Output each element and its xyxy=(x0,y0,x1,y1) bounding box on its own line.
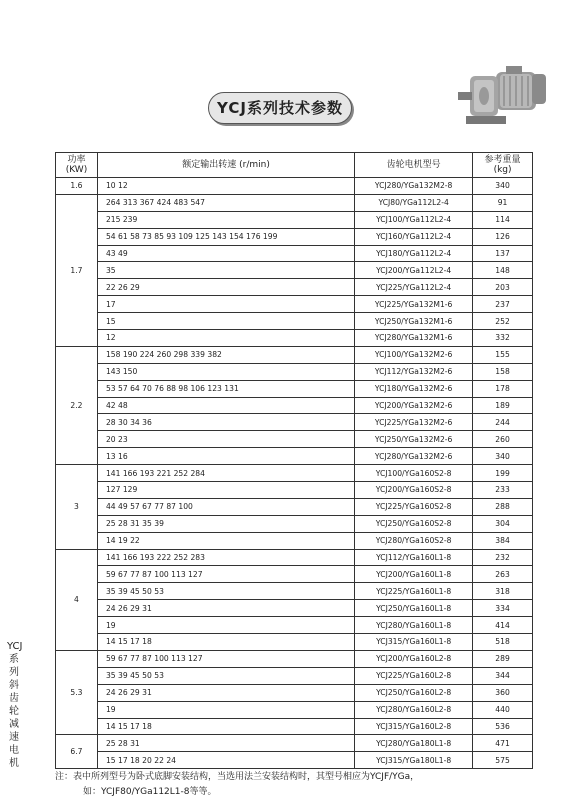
weight-cell: 189 xyxy=(473,397,533,414)
motor-model-cell: YCJ280/YGa160L2-8 xyxy=(355,701,473,718)
power-cell: 4 xyxy=(56,549,98,650)
speed-cell: 43 49 xyxy=(97,245,354,262)
motor-model-cell: YCJ280/YGa132M2-6 xyxy=(355,448,473,465)
speed-cell: 14 15 17 18 xyxy=(97,718,354,735)
motor-model-cell: YCJ280/YGa160S2-8 xyxy=(355,532,473,549)
motor-model-cell: YCJ80/YGa112L2-4 xyxy=(355,194,473,211)
motor-model-cell: YCJ280/YGa132M2-8 xyxy=(355,178,473,195)
weight-cell: 244 xyxy=(473,414,533,431)
weight-cell: 199 xyxy=(473,465,533,482)
table-row xyxy=(56,752,533,769)
speed-cell: 127 129 xyxy=(97,482,354,499)
motor-model-cell: YCJ225/YGa160L2-8 xyxy=(355,667,473,684)
motor-model-cell: YCJ100/YGa160S2-8 xyxy=(355,465,473,482)
header-speed: 额定输出转速 (r/min) xyxy=(97,153,354,178)
speed-cell: 24 26 29 31 xyxy=(97,600,354,617)
weight-cell: 203 xyxy=(473,279,533,296)
table-row xyxy=(56,498,533,515)
technical-parameters-table xyxy=(55,152,533,769)
motor-model-cell: YCJ250/YGa160L1-8 xyxy=(355,600,473,617)
speed-cell: 12 xyxy=(97,330,354,347)
speed-cell: 28 30 34 36 xyxy=(97,414,354,431)
side-label-char: 斜 xyxy=(9,680,19,691)
weight-cell: 137 xyxy=(473,245,533,262)
table-row xyxy=(56,330,533,347)
gear-motor-photo xyxy=(452,62,550,134)
table-row xyxy=(56,194,533,211)
speed-cell: 17 xyxy=(97,296,354,313)
table-header-row xyxy=(56,153,533,178)
side-label-code: YCJ xyxy=(7,641,23,652)
weight-cell: 126 xyxy=(473,228,533,245)
motor-model-cell: YCJ315/YGa160L2-8 xyxy=(355,718,473,735)
header-motor: 齿轮电机型号 xyxy=(355,153,473,178)
table-row xyxy=(56,431,533,448)
power-cell: 1.7 xyxy=(56,194,98,346)
side-label-char: 系 xyxy=(9,654,19,665)
motor-model-cell: YCJ250/YGa160S2-8 xyxy=(355,515,473,532)
speed-cell: 264 313 367 424 483 547 xyxy=(97,194,354,211)
side-label-char: 列 xyxy=(9,667,19,678)
motor-model-cell: YCJ280/YGa132M1-6 xyxy=(355,330,473,347)
weight-cell: 384 xyxy=(473,532,533,549)
table-row xyxy=(56,701,533,718)
power-cell: 3 xyxy=(56,465,98,549)
motor-model-cell: YCJ112/YGa132M2-6 xyxy=(355,363,473,380)
header-weight xyxy=(473,153,533,178)
weight-cell: 536 xyxy=(473,718,533,735)
weight-cell: 414 xyxy=(473,617,533,634)
weight-cell: 360 xyxy=(473,684,533,701)
motor-model-cell: YCJ200/YGa160L1-8 xyxy=(355,566,473,583)
side-label-char: 电 xyxy=(9,745,19,756)
weight-cell: 471 xyxy=(473,735,533,752)
speed-cell: 59 67 77 87 100 113 127 xyxy=(97,650,354,667)
speed-cell: 10 12 xyxy=(97,178,354,195)
speed-cell: 42 48 xyxy=(97,397,354,414)
table-row xyxy=(56,634,533,651)
header-power xyxy=(56,153,98,178)
table-row xyxy=(56,262,533,279)
table-row xyxy=(56,211,533,228)
table-row xyxy=(56,313,533,330)
side-label-char: 减 xyxy=(9,719,19,730)
motor-model-cell: YCJ200/YGa132M2-6 xyxy=(355,397,473,414)
table-row xyxy=(56,346,533,363)
speed-cell: 44 49 57 67 77 87 100 xyxy=(97,498,354,515)
weight-cell: 263 xyxy=(473,566,533,583)
motor-model-cell: YCJ225/YGa160L1-8 xyxy=(355,583,473,600)
speed-cell: 215 239 xyxy=(97,211,354,228)
speed-cell: 25 28 31 xyxy=(97,735,354,752)
motor-model-cell: YCJ100/YGa112L2-4 xyxy=(355,211,473,228)
motor-model-cell: YCJ250/YGa132M1-6 xyxy=(355,313,473,330)
table-row xyxy=(56,684,533,701)
speed-cell: 54 61 58 73 85 93 109 125 143 154 176 199 xyxy=(97,228,354,245)
table-row xyxy=(56,515,533,532)
table-row xyxy=(56,363,533,380)
table-row xyxy=(56,532,533,549)
weight-cell: 340 xyxy=(473,448,533,465)
table-body xyxy=(56,178,533,769)
power-cell: 2.2 xyxy=(56,346,98,464)
table-row xyxy=(56,600,533,617)
table-row xyxy=(56,414,533,431)
motor-model-cell: YCJ180/YGa112L2-4 xyxy=(355,245,473,262)
speed-cell: 19 xyxy=(97,701,354,718)
speed-cell: 13 16 xyxy=(97,448,354,465)
weight-cell: 334 xyxy=(473,600,533,617)
table-row xyxy=(56,380,533,397)
table-row xyxy=(56,245,533,262)
speed-cell: 35 39 45 50 53 xyxy=(97,667,354,684)
weight-cell: 178 xyxy=(473,380,533,397)
weight-cell: 288 xyxy=(473,498,533,515)
speed-cell: 35 xyxy=(97,262,354,279)
motor-model-cell: YCJ225/YGa112L2-4 xyxy=(355,279,473,296)
weight-cell: 518 xyxy=(473,634,533,651)
weight-cell: 148 xyxy=(473,262,533,279)
table-row xyxy=(56,735,533,752)
speed-cell: 53 57 64 70 76 88 98 106 123 131 xyxy=(97,380,354,397)
motor-model-cell: YCJ225/YGa132M1-6 xyxy=(355,296,473,313)
speed-cell: 22 26 29 xyxy=(97,279,354,296)
power-cell: 1.6 xyxy=(56,178,98,195)
speed-cell: 20 23 xyxy=(97,431,354,448)
weight-cell: 158 xyxy=(473,363,533,380)
table-row xyxy=(56,583,533,600)
weight-cell: 318 xyxy=(473,583,533,600)
motor-model-cell: YCJ280/YGa180L1-8 xyxy=(355,735,473,752)
motor-model-cell: YCJ315/YGa180L1-8 xyxy=(355,752,473,769)
motor-model-cell: YCJ280/YGa160L1-8 xyxy=(355,617,473,634)
speed-cell: 14 19 22 xyxy=(97,532,354,549)
power-cell: 5.3 xyxy=(56,650,98,734)
side-label-char: 速 xyxy=(9,732,19,743)
motor-model-cell: YCJ200/YGa112L2-4 xyxy=(355,262,473,279)
weight-cell: 252 xyxy=(473,313,533,330)
weight-cell: 233 xyxy=(473,482,533,499)
motor-model-cell: YCJ180/YGa132M2-6 xyxy=(355,380,473,397)
weight-cell: 440 xyxy=(473,701,533,718)
table-row xyxy=(56,228,533,245)
side-label-char: 轮 xyxy=(9,706,19,717)
header-weight-label: 参考重量 xyxy=(484,155,521,165)
speed-cell: 15 xyxy=(97,313,354,330)
table-row xyxy=(56,667,533,684)
table-row xyxy=(56,448,533,465)
speed-cell: 19 xyxy=(97,617,354,634)
motor-model-cell: YCJ100/YGa132M2-6 xyxy=(355,346,473,363)
table-row xyxy=(56,178,533,195)
footnote xyxy=(55,770,555,800)
power-cell: 6.7 xyxy=(56,735,98,769)
motor-model-cell: YCJ315/YGa160L1-8 xyxy=(355,634,473,651)
side-label-char: 机 xyxy=(9,758,19,769)
weight-cell: 332 xyxy=(473,330,533,347)
speed-cell: 59 67 77 87 100 113 127 xyxy=(97,566,354,583)
motor-model-cell: YCJ250/YGa132M2-6 xyxy=(355,431,473,448)
speed-cell: 141 166 193 222 252 283 xyxy=(97,549,354,566)
weight-cell: 155 xyxy=(473,346,533,363)
weight-cell: 114 xyxy=(473,211,533,228)
speed-cell: 35 39 45 50 53 xyxy=(97,583,354,600)
motor-model-cell: YCJ200/YGa160S2-8 xyxy=(355,482,473,499)
motor-model-cell: YCJ225/YGa132M2-6 xyxy=(355,414,473,431)
weight-cell: 575 xyxy=(473,752,533,769)
weight-cell: 344 xyxy=(473,667,533,684)
table-row xyxy=(56,718,533,735)
weight-cell: 289 xyxy=(473,650,533,667)
header-power-label: 功率 xyxy=(67,155,86,165)
side-label xyxy=(7,640,21,770)
table-row xyxy=(56,650,533,667)
weight-cell: 237 xyxy=(473,296,533,313)
weight-cell: 340 xyxy=(473,178,533,195)
table-row xyxy=(56,617,533,634)
weight-cell: 232 xyxy=(473,549,533,566)
table-row xyxy=(56,549,533,566)
weight-cell: 304 xyxy=(473,515,533,532)
table-row xyxy=(56,296,533,313)
footnote-line1: 注：表中所列型号为卧式底脚安装结构，当选用法兰安装结构时，其型号相应为YCJF/YGa， xyxy=(55,772,420,782)
table-row xyxy=(56,397,533,414)
speed-cell: 141 166 193 221 252 284 xyxy=(97,465,354,482)
weight-cell: 260 xyxy=(473,431,533,448)
header-power-unit: (KW) xyxy=(65,165,88,175)
side-label-char: 齿 xyxy=(9,693,19,704)
speed-cell: 24 26 29 31 xyxy=(97,684,354,701)
motor-model-cell: YCJ160/YGa112L2-4 xyxy=(355,228,473,245)
speed-cell: 143 150 xyxy=(97,363,354,380)
table-row xyxy=(56,566,533,583)
weight-cell: 91 xyxy=(473,194,533,211)
motor-model-cell: YCJ225/YGa160S2-8 xyxy=(355,498,473,515)
header-weight-unit: (kg) xyxy=(493,165,512,175)
speed-cell: 14 15 17 18 xyxy=(97,634,354,651)
page-title: YCJ系列技术参数 xyxy=(208,92,352,124)
footnote-line2: 如：YCJF80/YGa112L1-8等等。 xyxy=(83,787,217,797)
speed-cell: 25 28 31 35 39 xyxy=(97,515,354,532)
table-row xyxy=(56,279,533,296)
motor-model-cell: YCJ200/YGa160L2-8 xyxy=(355,650,473,667)
motor-model-cell: YCJ112/YGa160L1-8 xyxy=(355,549,473,566)
speed-cell: 15 17 18 20 22 24 xyxy=(97,752,354,769)
speed-cell: 158 190 224 260 298 339 382 xyxy=(97,346,354,363)
table-row xyxy=(56,465,533,482)
table-row xyxy=(56,482,533,499)
side-label-chars xyxy=(7,653,21,770)
motor-model-cell: YCJ250/YGa160L2-8 xyxy=(355,684,473,701)
